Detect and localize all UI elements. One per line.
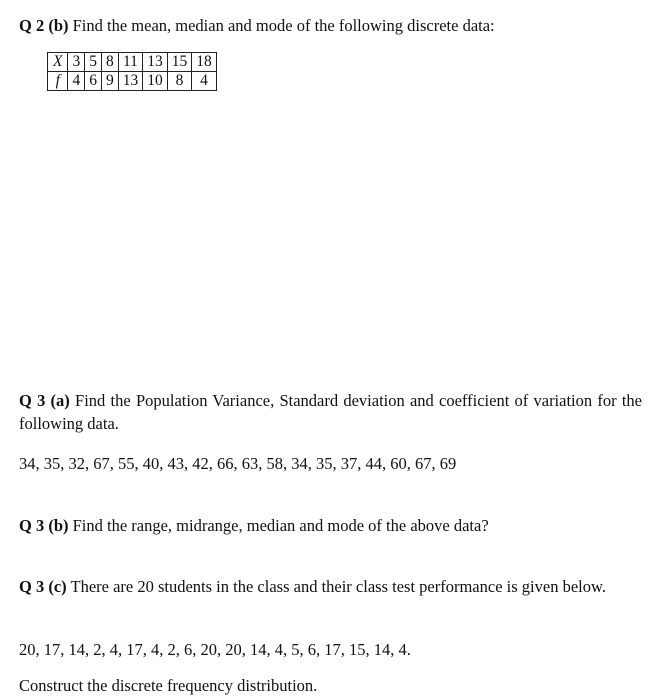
question-label: Q 3 (c) xyxy=(19,577,67,596)
table-cell: 8 xyxy=(101,53,118,72)
table-cell: 6 xyxy=(85,72,102,91)
question-q3a xyxy=(19,389,642,435)
question-text: Find the Population Variance, Standard deviation and coefficient of variation for the following data. xyxy=(19,391,643,433)
table-cell: 15 xyxy=(167,53,192,72)
data-series-q3a: 34, 35, 32, 67, 55, 40, 43, 42, 66, 63, 58, 34, 35, 37, 44, 60, 67, 69 xyxy=(19,454,457,473)
question-label: Q 3 (a) xyxy=(19,391,70,410)
table-cell: 11 xyxy=(118,53,143,72)
table-cell: 4 xyxy=(68,72,85,91)
question-text: Find the mean, median and mode of the following discrete data: xyxy=(72,16,495,35)
instruction-q3c: Construct the discrete frequency distribution. xyxy=(19,676,318,695)
data-series-q3c: 20, 17, 14, 2, 4, 17, 4, 2, 6, 20, 20, 14, 4, 5, 6, 17, 15, 14, 4. xyxy=(19,640,411,659)
question-q2b xyxy=(19,14,642,37)
table-header-f: f xyxy=(48,72,68,91)
question-label: Q 2 (b) xyxy=(19,16,69,35)
table-header-x: X xyxy=(48,53,68,72)
table-cell: 10 xyxy=(143,72,168,91)
question-q3b xyxy=(19,514,642,537)
table-cell: 18 xyxy=(192,53,217,72)
table-cell: 4 xyxy=(192,72,217,91)
table-row-x xyxy=(48,53,217,72)
question-text: Find the range, midrange, median and mode of the above data? xyxy=(72,516,489,535)
frequency-table xyxy=(47,52,217,91)
table-cell: 9 xyxy=(101,72,118,91)
table-cell: 3 xyxy=(68,53,85,72)
table-cell: 13 xyxy=(118,72,143,91)
table-cell: 13 xyxy=(143,53,168,72)
question-text: There are 20 students in the class and their class test performance is given below. xyxy=(70,577,606,596)
question-q3c xyxy=(19,575,642,598)
table-cell: 8 xyxy=(167,72,192,91)
table-row-f xyxy=(48,72,217,91)
table-cell: 5 xyxy=(85,53,102,72)
question-label: Q 3 (b) xyxy=(19,516,69,535)
